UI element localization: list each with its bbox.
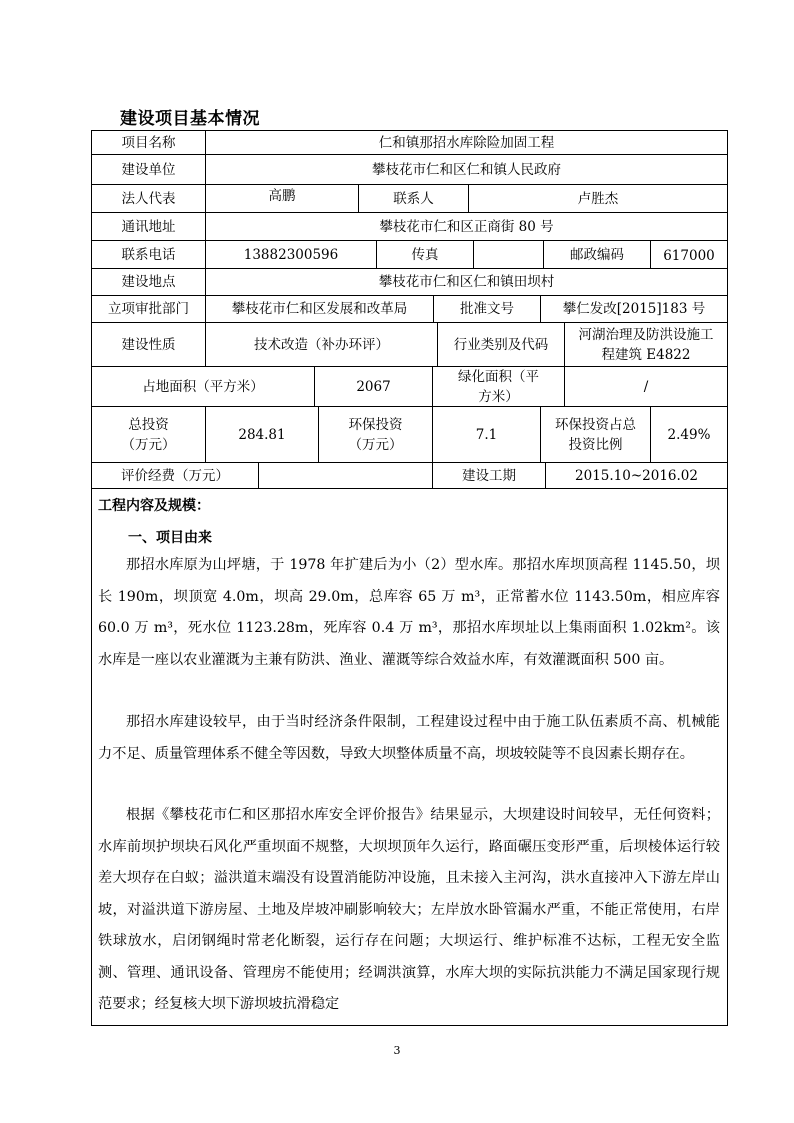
contact-label: 联系人 bbox=[393, 190, 434, 207]
period-label: 建设工期 bbox=[462, 467, 516, 484]
project-name-value: 仁和镇那招水库除险加固工程 bbox=[378, 134, 555, 151]
page-title: 建设项目基本情况 bbox=[120, 109, 260, 129]
env-ratio-label: 环保投资占总投资比例 bbox=[555, 416, 636, 453]
legal-rep-label: 法人代表 bbox=[121, 190, 176, 207]
approval-dept-value: 攀枝花市仁和区发展和改革局 bbox=[231, 301, 408, 317]
approval-dept-label: 立项审批部门 bbox=[108, 301, 189, 317]
paragraph-1: 那招水库原为山坪塘，于 1978 年扩建后为小（2）型水库。那招水库坝顶高程 1145.50，坝长 190m，坝顶宽 4.0m，坝高 29.0m，总库容 65 万 m³，正常蓄水位 1143.50m，相应库容 60.0 万 m³，死水位 1123.28m，死库容 0.4 万 m³，那招水库坝址以上集雨面积 1.02km²。该水库是一座以农业灌溉为主兼有防洪、渔业、灌溉等综合效益水库，有效灌溉面积 500 亩。 bbox=[98, 557, 720, 668]
scope-heading: 工程内容及规模： bbox=[98, 498, 210, 514]
unit-label: 建设单位 bbox=[121, 161, 176, 178]
invest-label: 总投资（万元） bbox=[121, 416, 176, 453]
env-invest-value: 7.1 bbox=[475, 426, 498, 443]
phone-label: 联系电话 bbox=[121, 246, 176, 263]
env-invest-label: 环保投资（万元） bbox=[348, 416, 403, 453]
project-name-label: 项目名称 bbox=[121, 134, 176, 151]
area-label: 占地面积（平方米） bbox=[142, 378, 264, 395]
paragraph-2: 那招水库建设较早，由于当时经济条件限制，工程建设过程中由于施工队伍素质不高、机械能力不足、质量管理体系不健全等因数，导致大坝整体质量不高，坝坡较陡等不良因素长期存在。 bbox=[98, 714, 720, 762]
contact-value: 卢胜杰 bbox=[577, 190, 619, 207]
row-divider bbox=[91, 488, 728, 489]
postcode-label: 邮政编码 bbox=[570, 246, 624, 263]
invest-value: 284.81 bbox=[238, 426, 286, 443]
industry-label: 行业类别及代码 bbox=[453, 336, 549, 353]
eval-fee-label: 评价经费（万元） bbox=[121, 467, 229, 484]
unit-value: 攀枝花市仁和区仁和镇人民政府 bbox=[372, 161, 561, 178]
green-value: / bbox=[643, 378, 649, 395]
legal-rep-value: 高鹏 bbox=[268, 188, 296, 204]
fax-value bbox=[474, 241, 543, 268]
page-number: 3 bbox=[393, 1044, 401, 1057]
approval-no-label: 批准文号 bbox=[460, 301, 514, 317]
nature-label: 建设性质 bbox=[121, 336, 176, 353]
env-ratio-value: 2.49% bbox=[667, 426, 711, 443]
section-heading: 一、项目由来 bbox=[128, 530, 212, 546]
fax-label: 传真 bbox=[411, 246, 439, 263]
green-label: 绿化面积（平方米） bbox=[458, 368, 539, 405]
period-value: 2015.10~2016.02 bbox=[575, 467, 698, 484]
nature-value: 技术改造（补办环评） bbox=[254, 336, 389, 353]
phone-value: 13882300596 bbox=[243, 246, 339, 263]
location-value: 攀枝花市仁和区仁和镇田坝村 bbox=[378, 274, 555, 290]
approval-no-value: 攀仁发改[2015]183 号 bbox=[562, 301, 706, 317]
location-label: 建设地点 bbox=[121, 274, 176, 290]
address-value: 攀枝花市仁和区正商街 80 号 bbox=[379, 218, 554, 235]
area-value: 2067 bbox=[356, 378, 391, 395]
paragraph-3: 根据《攀枝花市仁和区那招水库安全评价报告》结果显示，大坝建设时间较早，无任何资料；水库前坝护坝块石风化严重坝面不规整，大坝坝顶年久运行，路面碾压变形严重，后坝棱体运行较差大坝存在白蚁；溢洪道末端没有设置消能防冲设施，且未接入主河沟，洪水直接冲入下游左岸山坡，对溢洪道下游房屋、土地及岸坡冲刷影响较大；左岸放水卧管漏水严重，不能正常使用，右岸铁球放水，启闭钢绳时常老化断裂，运行存在问题；大坝运行、维护标准不达标，工程无安全监测、管理、通讯设备、管理房不能使用；经调洪演算，水库大坝的实际抗洪能力不满足国家现行规范要求；经复核大坝下游坝坡抗滑稳定 bbox=[98, 807, 720, 1012]
industry-value: 河湖治理及防洪设施工程建筑 E4822 bbox=[578, 326, 714, 363]
eval-fee-value bbox=[259, 463, 432, 488]
postcode-value: 617000 bbox=[663, 248, 715, 264]
address-label: 通讯地址 bbox=[121, 218, 176, 235]
